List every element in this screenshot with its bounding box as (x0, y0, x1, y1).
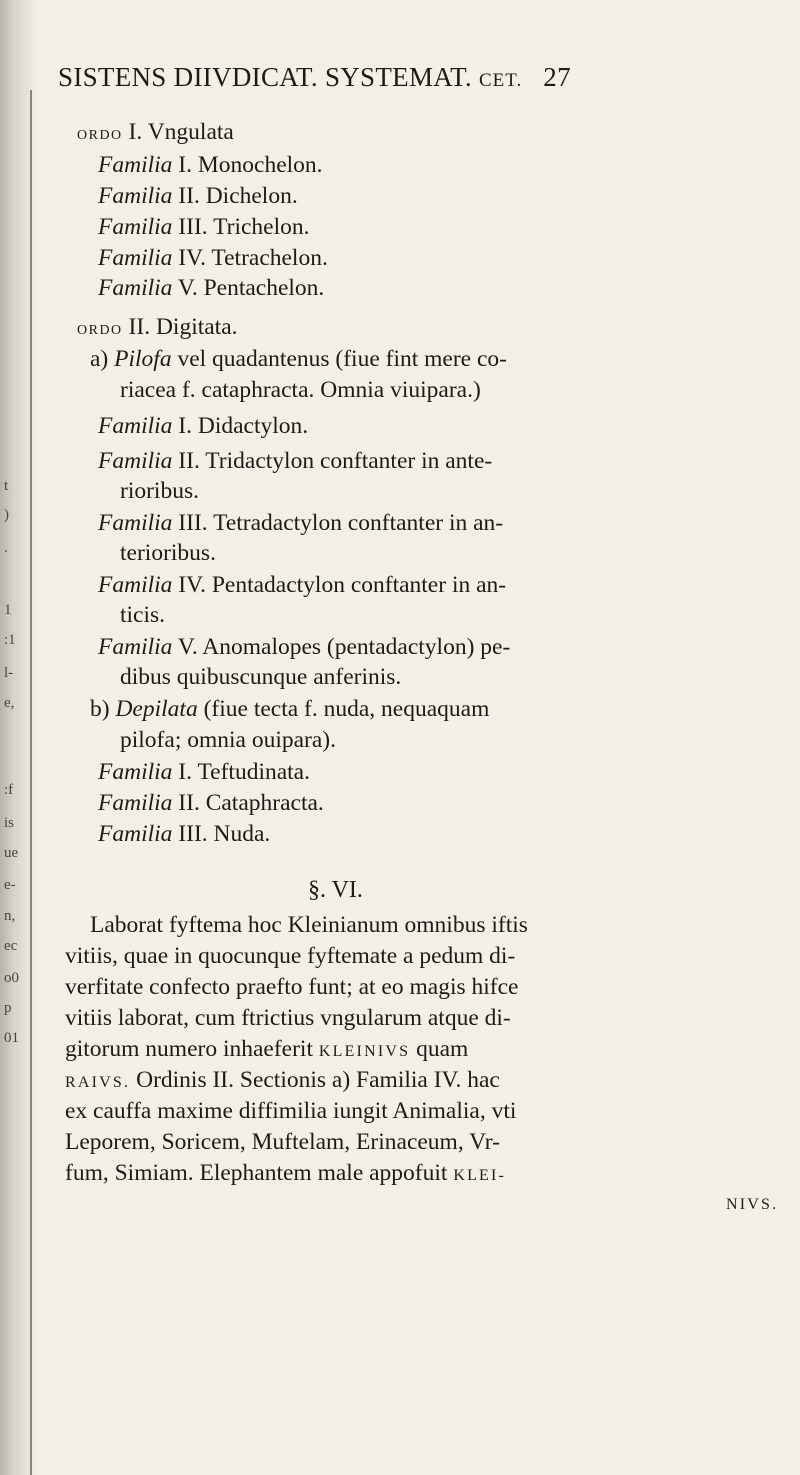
margin-mark: :f (4, 782, 14, 798)
family-label: Familia (98, 634, 173, 660)
family-label: Familia (98, 759, 173, 785)
margin-mark: ec (4, 938, 18, 954)
family-text-cont: rioribus. (120, 478, 199, 504)
subsection-letter: b) (90, 696, 110, 722)
family-text: III. Tetradactylon conftanter in an- (178, 510, 504, 536)
margin-mark: e- (4, 877, 16, 893)
ordo-heading (77, 312, 238, 343)
subsection-text: vel quadantenus (fiue fint mere co- (177, 346, 507, 372)
paragraph-line: vitiis laborat, cum ftrictius vngularum atque di- (65, 1005, 511, 1031)
ordo-title: II. Digitata. (128, 314, 238, 340)
ordo-label: ordo (77, 122, 123, 144)
family-text-cont: ticis. (120, 602, 166, 628)
paragraph-line: verfitate confecto praefto funt; at eo magis hifce (65, 974, 519, 1000)
family-line (98, 508, 503, 538)
margin-mark: is (4, 815, 15, 831)
family-text: IV. Tetrachelon. (178, 245, 328, 271)
catchword: NIVS. (726, 1196, 779, 1213)
paragraph-line (65, 1034, 468, 1067)
family-text: III. Trichelon. (178, 214, 310, 240)
subsection-text: (fiue tecta f. nuda, nequaquam (203, 696, 490, 722)
header-title: SISTENS DIIVDICAT. SYSTEMAT. (58, 62, 472, 92)
subsection-letter: a) (90, 346, 109, 372)
family-text: V. Pentachelon. (177, 275, 325, 301)
family-label: Familia (98, 448, 173, 474)
paragraph-text: gitorum numero inhaeferit (65, 1036, 313, 1062)
book-page (58, 0, 778, 1475)
margin-mark: e, (4, 695, 15, 711)
paragraph-line: vitiis, quae in quocunque fyftemate a pedum di- (65, 943, 516, 969)
header-cet: CET. (478, 70, 523, 91)
author-name: KLEINIVS (318, 1043, 411, 1060)
paragraph-line (65, 1158, 506, 1191)
subsection-title: Depilata (115, 696, 198, 722)
family-label: Familia (98, 821, 173, 847)
family-label: Familia (98, 510, 173, 536)
page-number: 27 (543, 62, 571, 92)
family-line (98, 446, 492, 476)
family-line (98, 632, 510, 662)
margin-mark: l- (4, 665, 14, 681)
family-text: IV. Pentadactylon conftanter in an- (178, 572, 507, 598)
paragraph-line: ex cauffa maxime diffimilia iungit Animalia, vti (65, 1098, 517, 1124)
margin-mark: 01 (4, 1030, 19, 1046)
family-line (98, 212, 310, 242)
family-text: I. Didactylon. (178, 413, 309, 439)
family-label: Familia (98, 183, 173, 209)
family-text: II. Dichelon. (178, 183, 298, 209)
paragraph-text: Ordinis II. Sectionis a) Familia IV. hac (136, 1067, 500, 1093)
family-text: III. Nuda. (178, 821, 271, 847)
ordo-label: ordo (77, 317, 123, 339)
family-line (98, 150, 323, 180)
margin-mark: n, (4, 908, 16, 924)
family-label: Familia (98, 275, 173, 301)
family-label: Familia (98, 245, 173, 271)
margin-mark: ue (4, 845, 19, 861)
running-header (58, 62, 571, 93)
family-text: I. Teftudinata. (178, 759, 310, 785)
paragraph-text: quam (416, 1036, 469, 1062)
author-name: KLEI- (453, 1167, 507, 1184)
subsection-a (90, 344, 507, 374)
family-label: Familia (98, 413, 173, 439)
margin-mark: 1 (4, 602, 12, 618)
family-text: V. Anomalopes (pentadactylon) pe- (177, 634, 511, 660)
family-text-cont: terioribus. (120, 540, 216, 566)
paragraph-line: Laborat fyftema hoc Kleinianum omnibus iftis (90, 912, 528, 938)
subsection-text-cont: pilofa; omnia ouipara). (120, 727, 336, 753)
margin-mark: :1 (4, 632, 16, 648)
gutter-line (30, 90, 32, 1475)
margin-mark: ) (4, 507, 9, 523)
margin-mark: o0 (4, 970, 19, 986)
paragraph-line (65, 1065, 500, 1098)
family-line (98, 181, 298, 211)
family-label: Familia (98, 790, 173, 816)
family-line (98, 273, 324, 303)
family-line (98, 411, 308, 441)
family-label: Familia (98, 572, 173, 598)
family-line (98, 570, 506, 600)
family-line (98, 819, 270, 849)
margin-mark: t (4, 478, 9, 494)
paragraph-line: Leporem, Soricem, Muftelam, Erinaceum, Vr- (65, 1129, 500, 1155)
subsection-b (90, 694, 489, 724)
section-heading: §. VI. (308, 877, 363, 903)
ordo-heading (77, 117, 234, 148)
subsection-title: Pilofa (114, 346, 172, 372)
family-line (98, 757, 310, 787)
family-label: Familia (98, 152, 173, 178)
family-text: II. Cataphracta. (178, 790, 324, 816)
subsection-text-cont: riacea f. cataphracta. Omnia viuipara.) (120, 377, 481, 403)
family-line (98, 243, 328, 273)
family-text-cont: dibus quibuscunque anferinis. (120, 664, 402, 690)
family-line (98, 788, 324, 818)
book-spine-shadow (0, 0, 40, 1475)
margin-mark: p (4, 1000, 12, 1016)
ordo-title: I. Vngulata (128, 119, 234, 145)
paragraph-text: fum, Simiam. Elephantem male appofuit (65, 1160, 448, 1186)
family-text: II. Tridactylon conftanter in ante- (178, 448, 493, 474)
margin-mark: . (4, 540, 8, 556)
author-name: RAIVS. (65, 1074, 131, 1091)
family-text: I. Monochelon. (178, 152, 323, 178)
family-label: Familia (98, 214, 173, 240)
